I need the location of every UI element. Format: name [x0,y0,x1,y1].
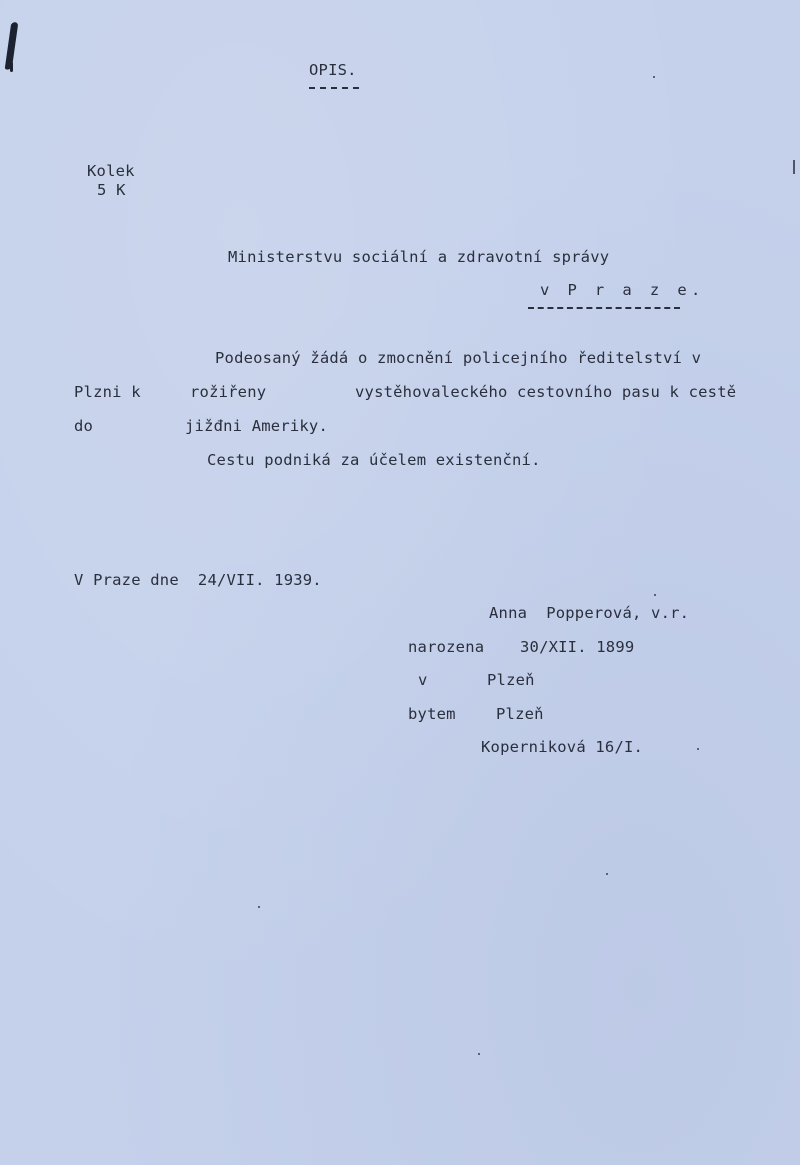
body-line-2b: rožiřeny [190,383,267,401]
heading: OPIS. [309,61,357,79]
stamp-label: Kolek [87,162,135,180]
paper-speck [258,906,260,908]
edge-mark [793,160,795,174]
birth-date: 30/XII. 1899 [520,638,635,656]
body-line-3b: jižđni Ameriky. [185,417,328,435]
birth-place-label: v [418,671,428,689]
body-line-2c: vystěhovaleckého cestovního pasu k cestě [355,383,737,401]
address: Koperniková 16/I. [481,738,644,756]
paper-speck [606,873,608,875]
signature-name: Anna Popperová, v.r. [489,604,690,622]
paper-speck [653,76,655,78]
residence-label: bytem [408,705,456,723]
heading-underline [309,87,359,89]
paper-speck [478,1053,480,1055]
addressee-ministry: Ministerstvu sociální a zdravotní správy [228,248,610,266]
residence-place: Plzeň [496,705,544,723]
body-line-3a: do [74,417,94,435]
addressee-underline [528,307,680,309]
body-line-1: Podeosaný žádá o zmocnění policejního ředitelství v [215,349,702,367]
birth-label: narozena [408,638,485,656]
paper-speck [654,594,656,596]
body-line-4: Cestu podniká za účelem existenční. [207,451,541,469]
date-line: V Praze dne 24/VII. 1939. [74,571,322,589]
addressee-city: v P r a z e. [540,281,705,299]
stamp-value: 5 K [97,181,126,199]
paper-speck [697,748,699,750]
body-line-2a: Plzni k [74,383,141,401]
birth-place: Plzeň [487,671,535,689]
ink-mark-tail [10,62,13,72]
